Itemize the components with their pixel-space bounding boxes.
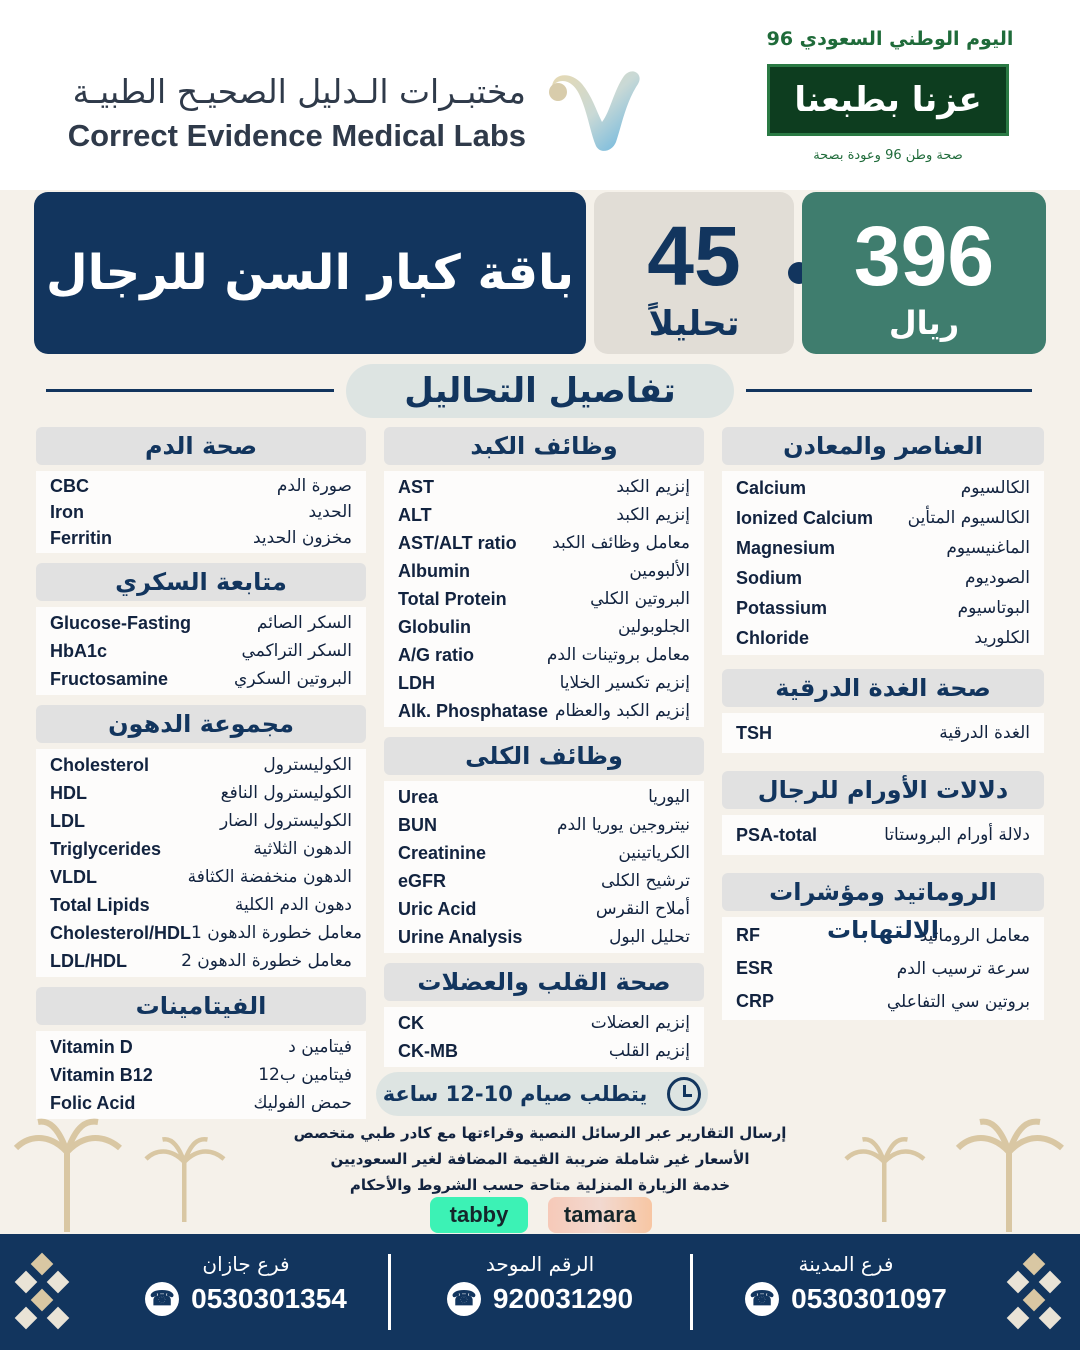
divider-line-right	[746, 389, 1032, 392]
test-name-ar: الغدة الدرقية	[939, 723, 1030, 743]
test-name-ar: الكالسيوم المتأين	[907, 508, 1030, 528]
test-name-en: CK-MB	[398, 1040, 458, 1061]
section-title: الفيتامينات	[36, 987, 366, 1025]
test-name-ar: دلالة أورام البروستاتا	[884, 825, 1030, 845]
package-title: باقة كبار السن للرجال	[34, 192, 586, 354]
package-test-count	[594, 192, 794, 354]
test-name-en: LDH	[398, 672, 435, 693]
test-name-ar: السكر الصائم	[256, 613, 352, 633]
section-title: وظائف الكلى	[384, 737, 704, 775]
section-title: صحة القلب والعضلات	[384, 963, 704, 1001]
test-name-en: TSH	[736, 722, 772, 743]
section-rows	[722, 815, 1044, 855]
test-name-ar: الكلوريد	[974, 628, 1030, 648]
section-title: الروماتيد ومؤشرات الالتهابات	[722, 873, 1044, 911]
test-name-ar: سرعة ترسيب الدم	[896, 958, 1030, 979]
palm-tree-icon	[840, 1122, 930, 1232]
test-row	[50, 1033, 352, 1061]
test-name-ar: الكرياتينين	[618, 843, 690, 863]
test-name-ar: الألبومين	[629, 561, 690, 581]
test-name-en: LDL	[50, 810, 85, 831]
national-day-subtitle: صحة وطن 96 وعودة بصحة	[813, 148, 963, 163]
test-row	[736, 985, 1030, 1018]
footer	[0, 1234, 1080, 1350]
footer-divider	[388, 1254, 391, 1330]
section-rows	[384, 471, 704, 727]
test-name-en: Vitamin D	[50, 1036, 133, 1057]
diamond-pattern-icon	[996, 1252, 1076, 1332]
test-row	[50, 947, 352, 975]
test-name-en: Cholesterol/HDL	[50, 922, 192, 943]
test-row	[736, 593, 1030, 623]
phone-number: 920031290	[492, 1283, 634, 1314]
test-name-ar: إنزيم الكبد والعظام	[555, 701, 690, 721]
test-name-en: ESR	[736, 958, 774, 978]
test-name-en: LDL/HDL	[50, 950, 127, 971]
test-name-en: Albumin	[398, 560, 470, 581]
test-name-ar: معامل وظائف الكبد	[552, 533, 690, 553]
test-name-en: PSA-total	[736, 824, 817, 845]
test-row	[736, 533, 1030, 563]
test-row	[398, 1009, 690, 1037]
test-name-en: Fructosamine	[50, 668, 169, 689]
diamond-pattern-icon	[4, 1252, 84, 1332]
phone-number: 0530301097	[791, 1283, 947, 1314]
test-row	[398, 1037, 690, 1065]
branch-phone[interactable]	[410, 1282, 670, 1316]
test-name-en: eGFR	[398, 870, 447, 891]
test-row	[736, 473, 1030, 503]
section-rows	[36, 471, 366, 553]
lab-logo-mark-icon	[540, 62, 650, 154]
phone-icon: ☎	[145, 1282, 179, 1316]
section-title: مجموعة الدهون	[36, 705, 366, 743]
test-name-en: HbA1c	[50, 640, 108, 661]
test-name-ar: بروتين سي التفاعلي	[886, 991, 1030, 1012]
test-row	[398, 557, 690, 585]
test-count-number: 45	[647, 209, 741, 303]
test-name-en: Total Lipids	[50, 894, 150, 915]
palm-tree-icon	[950, 1112, 1070, 1232]
test-name-en: Total Protein	[398, 588, 507, 609]
branch-madinah	[716, 1252, 976, 1316]
test-name-ar: الكالسيوم	[960, 478, 1030, 498]
phone-icon: ☎	[447, 1282, 481, 1316]
divider-line-left	[46, 389, 334, 392]
column-right	[722, 427, 1044, 1020]
test-name-en: Vitamin B12	[50, 1064, 153, 1085]
tamara-badge: tamara	[548, 1197, 652, 1233]
test-row	[398, 811, 690, 839]
test-row	[736, 715, 1030, 751]
test-name-en: Magnesium	[736, 537, 836, 558]
test-name-en: Urine Analysis	[398, 926, 523, 947]
national-day-title: اليوم الوطني السعودي 96	[766, 28, 1014, 50]
section-rows	[36, 1031, 366, 1119]
test-name-ar: فيتامين ب12	[258, 1065, 352, 1085]
test-name-ar: البروتين السكري	[234, 669, 352, 689]
test-name-en: Globulin	[398, 616, 471, 637]
fasting-text: يتطلب صيام 10-12 ساعة	[382, 1082, 648, 1106]
branch-unified	[410, 1252, 670, 1316]
test-row	[736, 623, 1030, 653]
section-rows	[722, 471, 1044, 655]
test-name-ar: معامل خطورة الدهون 2	[181, 951, 352, 971]
notes	[240, 1120, 840, 1198]
test-name-ar: البروتين الكلي	[590, 589, 690, 609]
test-row	[50, 525, 352, 551]
test-name-ar: الحديد	[308, 502, 352, 522]
test-count-label: تحليلاً	[648, 304, 740, 344]
section-rows	[384, 1007, 704, 1067]
test-name-en: Uric Acid	[398, 898, 477, 919]
test-name-en: Folic Acid	[50, 1092, 136, 1113]
test-name-en: ALT	[398, 504, 432, 525]
section-title: صحة الدم	[36, 427, 366, 465]
test-name-ar: صورة الدم	[276, 476, 352, 496]
test-row	[398, 923, 690, 951]
test-name-ar: الصوديوم	[964, 568, 1030, 588]
test-row	[398, 697, 690, 725]
test-name-ar: معامل الروماتيد	[919, 925, 1030, 946]
footer-divider	[690, 1254, 693, 1330]
test-name-ar: إنزيم الكبد	[616, 477, 690, 497]
details-heading: تفاصيل التحاليل	[346, 364, 734, 418]
test-row	[50, 609, 352, 637]
test-name-ar: الكوليسترول	[263, 755, 352, 775]
section-title: متابعة السكري	[36, 563, 366, 601]
price-number: 396	[853, 209, 995, 303]
test-name-en: VLDL	[50, 866, 97, 887]
test-row	[736, 817, 1030, 853]
lab-logo	[40, 62, 650, 154]
section-title: العناصر والمعادن	[722, 427, 1044, 465]
note-line: خدمة الزيارة المنزلية متاحة حسب الشروط والأحكام	[349, 1176, 731, 1194]
test-name-en: Calcium	[736, 477, 807, 498]
test-row	[736, 952, 1030, 985]
national-day-badge: عزنا بطبعنا	[767, 64, 1009, 136]
test-name-ar: إنزيم القلب	[608, 1041, 690, 1061]
test-name-ar: فيتامين د	[288, 1037, 352, 1057]
test-name-en: Glucose-Fasting	[50, 612, 192, 633]
test-name-ar: أملاح النقرس	[595, 899, 690, 919]
column-left	[36, 427, 366, 1119]
section-title: دلالات الأورام للرجال	[722, 771, 1044, 809]
lab-name-english: Correct Evidence Medical Labs	[67, 118, 526, 153]
section-rows	[384, 781, 704, 953]
package-price	[802, 192, 1046, 354]
test-name-ar: مخزون الحديد	[252, 528, 352, 548]
test-row	[50, 779, 352, 807]
test-name-en: Urea	[398, 786, 439, 807]
test-name-en: A/G ratio	[398, 644, 475, 665]
test-name-en: RF	[736, 925, 760, 945]
test-row	[50, 751, 352, 779]
test-row	[398, 473, 690, 501]
test-name-en: Ionized Calcium	[736, 507, 874, 528]
test-name-en: CRP	[736, 991, 775, 1011]
test-name-ar: معامل خطورة الدهون 1	[191, 923, 362, 943]
tabby-badge: tabby	[430, 1197, 528, 1233]
test-name-ar: الكوليسترول الضار	[219, 811, 352, 831]
branch-name: فرع جازان	[202, 1252, 290, 1276]
test-name-en: HDL	[50, 782, 87, 803]
branch-name: الرقم الموحد	[485, 1252, 595, 1276]
section-rows	[722, 713, 1044, 753]
test-name-en: Alk. Phosphatase	[398, 700, 549, 721]
test-row	[736, 563, 1030, 593]
test-row	[398, 839, 690, 867]
column-middle	[384, 427, 704, 1067]
test-name-ar: الماغنيسيوم	[946, 538, 1030, 558]
test-name-ar: حمض الفوليك	[253, 1093, 352, 1113]
test-row	[50, 1061, 352, 1089]
test-row	[398, 613, 690, 641]
fasting-requirement	[376, 1072, 708, 1116]
test-row	[50, 807, 352, 835]
test-name-en: Chloride	[736, 627, 810, 648]
test-name-en: AST	[398, 476, 434, 497]
test-row	[50, 665, 352, 693]
test-name-en: Potassium	[736, 597, 828, 618]
test-name-ar: البوتاسيوم	[957, 598, 1030, 618]
section-rows	[36, 749, 366, 977]
section-title: صحة الغدة الدرقية	[722, 669, 1044, 707]
test-row	[398, 585, 690, 613]
test-row	[398, 669, 690, 697]
test-row	[736, 503, 1030, 533]
test-name-en: CK	[398, 1012, 424, 1033]
test-name-ar: الجلوبولين	[617, 617, 690, 637]
price-currency: ريال	[888, 304, 960, 342]
test-name-ar: ترشيح الكلى	[601, 871, 690, 891]
test-name-ar: إنزيم الكبد	[616, 505, 690, 525]
test-name-en: CBC	[50, 475, 89, 496]
test-row	[398, 895, 690, 923]
test-row	[50, 499, 352, 525]
phone-number: 0530301354	[191, 1283, 347, 1314]
test-row	[50, 863, 352, 891]
test-name-ar: اليوريا	[648, 787, 690, 807]
test-row	[50, 473, 352, 499]
test-name-ar: الدهون منخفضة الكثافة	[187, 867, 352, 887]
branch-phone[interactable]	[716, 1282, 976, 1316]
test-row	[398, 783, 690, 811]
test-row	[50, 919, 362, 947]
test-name-en: Iron	[50, 501, 84, 522]
test-name-ar: الكوليسترول النافع	[220, 783, 352, 803]
phone-icon: ☎	[745, 1282, 779, 1316]
test-name-ar: تحليل البول	[609, 927, 690, 947]
branch-jazan	[116, 1252, 376, 1316]
test-name-en: Creatinine	[398, 842, 487, 863]
test-name-en: BUN	[398, 814, 437, 835]
section-title: وظائف الكبد	[384, 427, 704, 465]
test-name-ar: دهون الدم الكلية	[234, 895, 352, 915]
test-row	[398, 641, 690, 669]
section-rows	[36, 607, 366, 695]
test-name-en: Ferritin	[50, 527, 113, 548]
test-name-ar: نيتروجين يوريا الدم	[557, 815, 690, 835]
lab-name-arabic: مختبـرات الـدليل الصحيـح الطبيـة	[72, 72, 526, 111]
test-name-en: Cholesterol	[50, 754, 150, 775]
test-row	[398, 529, 690, 557]
note-line: الأسعار غير شاملة ضريبة القيمة المضافة لغير السعوديين	[330, 1150, 750, 1168]
test-name-ar: السكر التراكمي	[241, 641, 352, 661]
clock-icon	[667, 1077, 701, 1111]
test-name-ar: الدهون الثلاثية	[253, 839, 352, 859]
test-row	[50, 637, 352, 665]
note-line: إرسال التقارير عبر الرسائل النصية وقراءتها مع كادر طبي متخصص	[293, 1124, 787, 1142]
palm-tree-icon	[140, 1122, 230, 1232]
test-name-en: Sodium	[736, 567, 802, 588]
branch-name: فرع المدينة	[798, 1252, 894, 1276]
test-row	[398, 501, 690, 529]
test-row	[50, 835, 352, 863]
test-name-en: Triglycerides	[50, 838, 162, 859]
test-name-en: AST/ALT ratio	[398, 532, 517, 553]
branch-phone[interactable]	[116, 1282, 376, 1316]
test-name-ar: معامل بروتينات الدم	[546, 645, 690, 665]
test-name-ar: إنزيم تكسير الخلايا	[559, 673, 690, 693]
test-row	[398, 867, 690, 895]
palm-tree-icon	[8, 1112, 128, 1232]
test-row	[50, 891, 352, 919]
test-name-ar: إنزيم العضلات	[590, 1013, 690, 1033]
